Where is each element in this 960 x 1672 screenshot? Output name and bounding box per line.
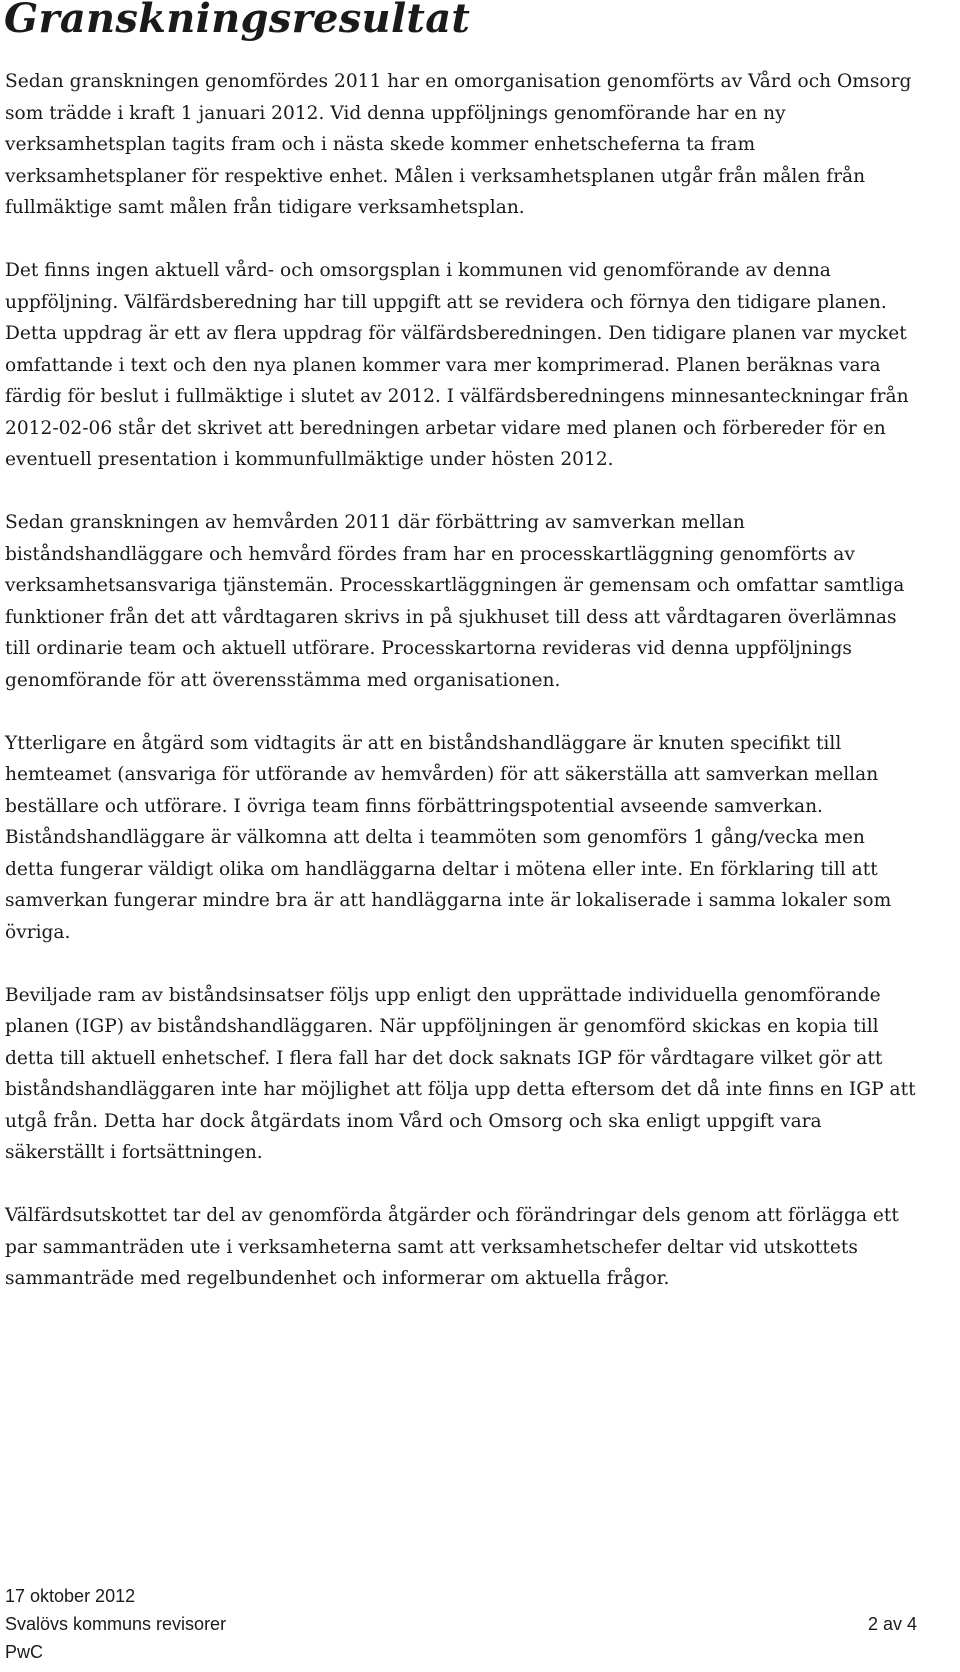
paragraph: Beviljade ram av biståndsinsatser följs upp enligt den upprättade individuella genomförande planen (IGP) av biståndshandläggaren. När uppföljningen är genomförd skickas en kopia till detta till aktuell enhetschef. I flera fall har det dock saknats IGP för vårdtagare vilket gör att biståndshandläggaren inte har möjlighet att följa upp detta eftersom det då inte finns en IGP att utgå från. Detta har dock åtgärdats inom Vård och Omsorg och ska enligt uppgift vara säkerställt i fortsättningen. <box>5 984 916 1163</box>
document-body <box>5 66 917 1326</box>
paragraph: Sedan granskningen av hemvården 2011 där förbättring av samverkan mellan biståndshandläggare och hemvård fördes fram har en processkartläggning genomförts av verksamhetsansvariga tjänstemän. Processkartläggningen är gemensam och omfattar samtliga funktioner från det att vårdtagaren skrivs in på sjukhuset till dess att vårdtagaren överlämnas till ordinarie team och aktuell utförare. Processkartorna revideras vid denna uppföljnings genomförande för att överensstämma med organisationen. <box>5 512 905 691</box>
paragraph: Ytterligare en åtgärd som vidtagits är att en biståndshandläggare är knuten specifikt till hemteamet (ansvariga för utförande av hemvården) för att säkerställa att samverkan mellan beställare och utförare. I övriga team finns förbättringspotential avseende samverkan. Biståndshandläggare är välkomna att delta i teammöten som genomförs 1 gång/vecka men detta fungerar väldigt olika om handläggarna deltar i mötena eller inte. En förklaring till att samverkan fungerar mindre bra är att handläggarna inte är lokaliserade i samma lokaler som övriga. <box>5 732 892 943</box>
page-number: 2 av 4 <box>867 1614 917 1634</box>
paragraph: Sedan granskningen genomfördes 2011 har en omorganisation genomförts av Vård och Omsorg som trädde i kraft 1 januari 2012. Vid denna uppföljnings genomförande har en ny verksamhetsplan tagits fram och i nästa skede kommer enhetscheferna ta fram verksamhetsplaner för respektive enhet. Målen i verksamhetsplanen utgår från målen från fullmäktige samt målen från tidigare verksamhetsplan. <box>5 71 912 218</box>
page-footer <box>5 1582 917 1666</box>
footer-date: 17 oktober 2012 <box>5 1586 136 1606</box>
paragraph: Välfärdsutskottet tar del av genomförda åtgärder och förändringar dels genom att förlägga ett par sammanträden ute i verksamheterna samt att verksamhetschefer deltar vid utskottets sammanträde med regelbundenhet och informerar om aktuella frågor. <box>5 1205 899 1289</box>
page-heading: Granskningsresultat <box>4 0 471 42</box>
footer-organization: Svalövs kommuns revisorer <box>5 1614 227 1634</box>
footer-company: PwC <box>5 1642 44 1662</box>
paragraph: Det finns ingen aktuell vård- och omsorgsplan i kommunen vid genomförande av denna uppföljning. Välfärdsberedning har till uppgift att se revidera och förnya den tidigare planen. Detta uppdrag är ett av flera uppdrag för välfärdsberedningen. Den tidigare planen var mycket omfattande i text och den nya planen kommer vara mer komprimerad. Planen beräknas vara färdig för beslut i fullmäktige i slutet av 2012. I välfärdsberedningens minnesanteckningar från 2012-02-06 står det skrivet att beredningen arbetar vidare med planen och förbereder för en eventuell presentation i kommunfullmäktige under hösten 2012. <box>5 260 909 470</box>
footer-organization-row <box>5 1610 917 1638</box>
